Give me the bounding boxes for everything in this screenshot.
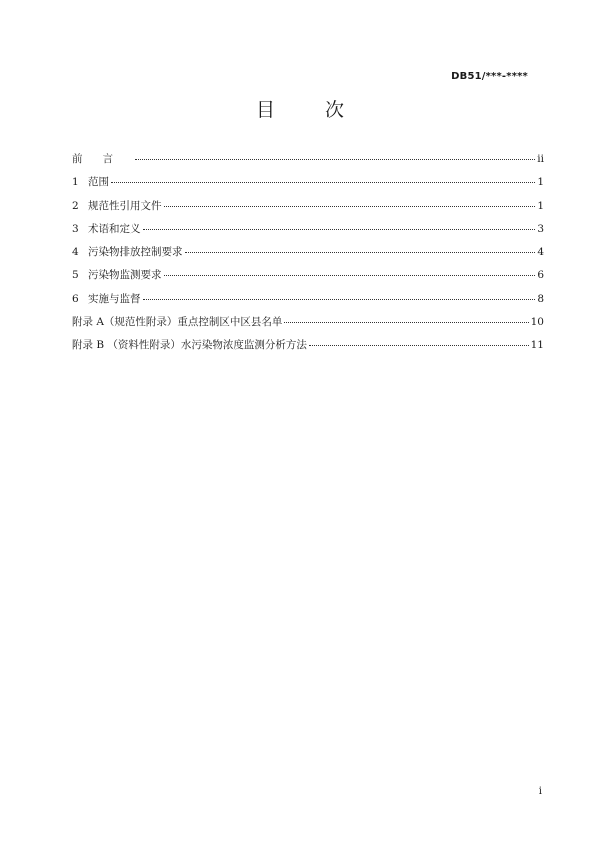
dot-leader — [111, 181, 535, 183]
toc-entry-number: 3 — [72, 222, 79, 235]
toc-entry-page: 11 — [530, 339, 544, 352]
toc-entry-foreword[interactable] — [72, 148, 544, 171]
toc-entry-label: 规范性引用文件 — [88, 199, 162, 212]
toc-entry-page: 1 — [537, 176, 544, 189]
toc-entry-label: 附录 A（规范性附录）重点控制区中区县名单 — [72, 316, 283, 329]
dot-leader — [309, 344, 529, 346]
toc-entry-number: 6 — [72, 292, 79, 305]
toc-entry-page: 3 — [537, 222, 544, 235]
toc-entry-page: 4 — [537, 246, 544, 259]
dot-leader — [143, 228, 536, 230]
dot-leader — [135, 158, 535, 160]
toc-entry-page: 8 — [537, 292, 544, 305]
toc-entry-label: 污染物排放控制要求 — [88, 246, 183, 259]
dot-leader — [143, 298, 536, 300]
toc-entry-label: 范围 — [88, 176, 109, 189]
toc-entry-terms-definitions[interactable] — [72, 218, 544, 241]
toc-entry-number: 2 — [72, 199, 79, 212]
toc-entry-implementation[interactable] — [72, 288, 544, 311]
toc-entry-label: 附录 B （资料性附录）水污染物浓度监测分析方法 — [72, 339, 307, 352]
dot-leader — [164, 274, 536, 276]
toc-entry-page: 10 — [530, 316, 544, 329]
toc-entry-label: 前言 — [72, 153, 133, 165]
toc-entry-appendix-b[interactable] — [72, 334, 544, 357]
toc-entry-normative-references[interactable] — [72, 195, 544, 218]
toc-entry-label: 污染物监测要求 — [88, 269, 162, 282]
toc-entry-label: 实施与监督 — [88, 292, 141, 305]
page-number: i — [538, 786, 542, 797]
toc-entry-page: ii — [537, 153, 544, 165]
toc-title: 目 次 — [255, 99, 367, 121]
toc-entry-number: 5 — [72, 269, 79, 282]
toc-list — [72, 148, 544, 358]
toc-entry-monitoring[interactable] — [72, 264, 544, 287]
toc-entry-appendix-a[interactable] — [72, 311, 544, 334]
toc-entry-emission-control[interactable] — [72, 241, 544, 264]
toc-entry-page: 1 — [537, 199, 544, 212]
toc-entry-number: 4 — [72, 246, 79, 259]
toc-entry-label: 术语和定义 — [88, 222, 141, 235]
toc-entry-scope[interactable] — [72, 171, 544, 194]
toc-entry-page: 6 — [537, 269, 544, 282]
dot-leader — [185, 251, 536, 253]
dot-leader — [284, 321, 528, 323]
toc-entry-number: 1 — [72, 176, 79, 189]
dot-leader — [164, 205, 536, 207]
document-code: DB51/***-**** — [451, 71, 528, 82]
